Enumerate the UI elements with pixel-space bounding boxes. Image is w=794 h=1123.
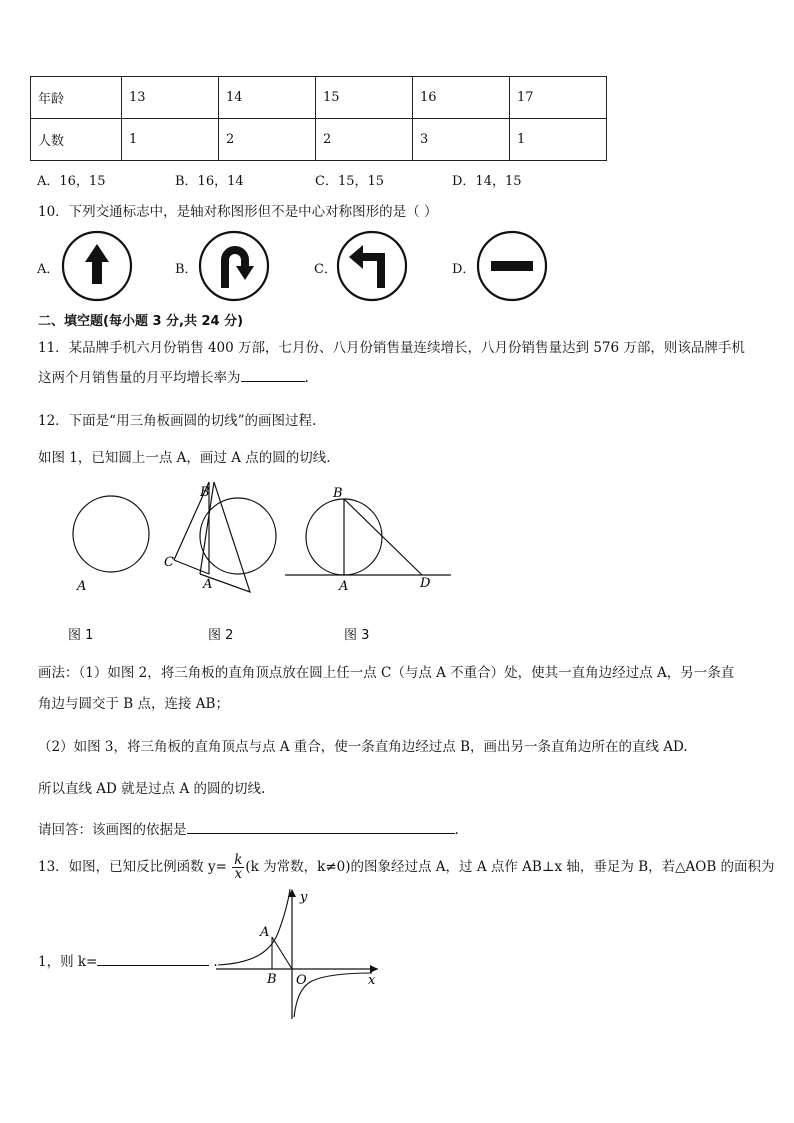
fraction-denominator: x xyxy=(234,866,243,882)
period: . xyxy=(454,822,459,838)
axis-label-y: y xyxy=(300,890,308,905)
age-count-table xyxy=(30,76,607,161)
table-row xyxy=(31,119,607,161)
figure-3 xyxy=(285,486,451,594)
q12-title: 12．下面是“用三角板画圆的切线”的画图过程. xyxy=(38,413,317,429)
label-a: A xyxy=(339,579,349,594)
q12-intro: 如图 1，已知圆上一点 A，画过 A 点的圆的切线. xyxy=(38,450,331,466)
label-b: B xyxy=(267,972,277,987)
q9-option-a: A．16，15 xyxy=(37,174,106,189)
q11-line1: 11．某品牌手机六月份销售 400 万部，七月份、八月份销售量连续增长，八月份销售量达到 576 万部，则该品牌手机 xyxy=(38,340,745,356)
period: . xyxy=(213,954,218,970)
label-a: A xyxy=(260,925,270,940)
axis-label-x: x xyxy=(368,973,376,988)
hyperbola-graph xyxy=(212,885,392,1025)
q13-stem xyxy=(38,854,775,881)
label-d: D xyxy=(420,576,431,591)
answer-blank xyxy=(97,951,209,966)
q11-text: 这两个月销售量的月平均增长率为 xyxy=(38,370,241,386)
q13-post: (k 为常数，k≠0)的图象经过点 A，过 A 点作 AB⊥x 轴，垂足为 B，若△AOB 的面积为 xyxy=(245,859,775,875)
table-cell: 13 xyxy=(122,77,219,119)
q10-option-b-label: B． xyxy=(175,262,198,277)
arrow-up-icon xyxy=(61,230,133,302)
table-cell: 人数 xyxy=(31,119,122,161)
table-cell: 14 xyxy=(219,77,316,119)
q12-question-text: 请回答：该画图的依据是 xyxy=(38,822,187,838)
figure-3-caption: 图 3 xyxy=(344,628,370,643)
table-cell: 3 xyxy=(413,119,510,161)
figure-2-caption: 图 2 xyxy=(208,628,234,643)
q13-pre: 13．如图，已知反比例函数 y= xyxy=(38,859,227,875)
figure-1 xyxy=(73,496,149,594)
q12-conclusion: 所以直线 AD 就是过点 A 的圆的切线. xyxy=(38,781,266,797)
q12-method-2: （2）如图 3，将三角板的直角顶点与点 A 重合，使一条直角边经过点 B，画出另一条直角边所在的直线 AD. xyxy=(38,739,688,755)
q10-stem: 10．下列交通标志中，是轴对称图形但不是中心对称图形的是（ ） xyxy=(38,204,438,220)
q13-line2-text: 1，则 k= xyxy=(38,954,98,970)
origin-label: O xyxy=(296,973,307,988)
table-cell: 1 xyxy=(122,119,219,161)
q13-line2 xyxy=(38,950,218,970)
no-entry-bar-icon xyxy=(476,230,548,302)
q11-line2 xyxy=(38,366,309,386)
q10-option-c-label: C． xyxy=(314,262,337,277)
label-c: C xyxy=(164,555,174,570)
q12-figures xyxy=(30,480,470,605)
q9-option-b: B．16，14 xyxy=(175,174,244,189)
label-b: B xyxy=(333,486,343,501)
table-cell: 15 xyxy=(316,77,413,119)
label-a: A xyxy=(77,579,87,594)
answer-blank xyxy=(187,819,455,834)
table-cell: 2 xyxy=(316,119,413,161)
q12-method-1b: 角边与圆交于 B 点，连接 AB； xyxy=(38,696,229,712)
table-cell: 年龄 xyxy=(31,77,122,119)
u-turn-icon xyxy=(198,230,270,302)
q9-option-c: C．15，15 xyxy=(315,174,385,189)
label-a: A xyxy=(203,577,213,592)
table-cell: 17 xyxy=(510,77,607,119)
fraction xyxy=(232,854,244,881)
turn-left-icon xyxy=(336,230,408,302)
period: . xyxy=(304,370,309,386)
figure-1-caption: 图 1 xyxy=(68,628,94,643)
q10-option-d-label: D． xyxy=(452,262,476,277)
q10-option-a-label: A． xyxy=(37,262,60,277)
q12-method-1a: 画法：（1）如图 2，将三角板的直角顶点放在圆上任一点 C（与点 A 不重合）处，使其一直角边经过点 A，另一条直 xyxy=(38,665,735,681)
q12-question xyxy=(38,818,459,838)
table-cell: 2 xyxy=(219,119,316,161)
table-row xyxy=(31,77,607,119)
figure-2 xyxy=(164,482,276,592)
section-heading: 二、填空题(每小题 3 分,共 24 分) xyxy=(38,314,244,329)
label-b: B xyxy=(200,485,210,500)
answer-blank xyxy=(241,367,305,382)
table-cell: 1 xyxy=(510,119,607,161)
table-cell: 16 xyxy=(413,77,510,119)
q9-option-d: D．14，15 xyxy=(452,174,522,189)
fraction-numerator: k xyxy=(234,852,243,868)
